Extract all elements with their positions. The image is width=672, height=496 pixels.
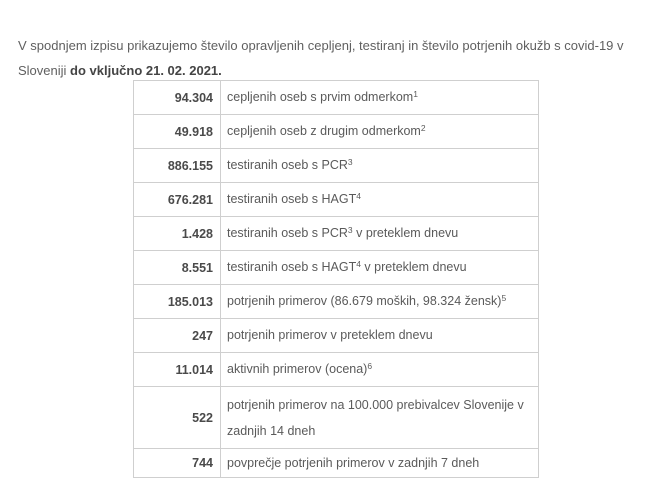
- table-row: [134, 353, 539, 387]
- row-description: testiranih oseb s PCR$^3$ v preteklem dnevu: [221, 217, 539, 251]
- row-value: 185.013: [134, 285, 221, 319]
- row-value: 49.918: [134, 115, 221, 149]
- row-description: testiranih oseb s HAGT$^4$: [221, 183, 539, 217]
- row-value: 744: [134, 449, 221, 478]
- table-row: [134, 183, 539, 217]
- row-description: potrjenih primerov (86.679 moških, 98.324 žensk)$^5$: [221, 285, 539, 319]
- row-description: potrjenih primerov v preteklem dnevu: [221, 319, 539, 353]
- row-value: 886.155: [134, 149, 221, 183]
- intro-text: V spodnjem izpisu prikazujemo število opravljenih cepljenj, testiranj in število potrjenih okužb s covid-19 v Sloveniji: [18, 38, 624, 78]
- table-row: [134, 319, 539, 353]
- row-value: 522: [134, 387, 221, 449]
- row-description: cepljenih oseb z drugim odmerkom$^2$: [221, 115, 539, 149]
- statistics-table: [133, 80, 539, 478]
- table-row: [134, 387, 539, 449]
- table-row: [134, 115, 539, 149]
- table-row: [134, 149, 539, 183]
- row-value: 247: [134, 319, 221, 353]
- table-row: [134, 81, 539, 115]
- row-value: 11.014: [134, 353, 221, 387]
- row-value: 8.551: [134, 251, 221, 285]
- row-value: 1.428: [134, 217, 221, 251]
- row-value: 676.281: [134, 183, 221, 217]
- table-row: [134, 217, 539, 251]
- row-description: cepljenih oseb s prvim odmerkom$^1$: [221, 81, 539, 115]
- row-description: testiranih oseb s PCR$^3$: [221, 149, 539, 183]
- table-row: [134, 285, 539, 319]
- table-row: [134, 251, 539, 285]
- row-description: testiranih oseb s HAGT$^4$ v preteklem dnevu: [221, 251, 539, 285]
- row-description: povprečje potrjenih primerov v zadnjih 7 dneh: [221, 449, 539, 478]
- intro-paragraph: [18, 33, 658, 83]
- table-row: [134, 449, 539, 478]
- row-value: 94.304: [134, 81, 221, 115]
- intro-date: do vključno 21. 02. 2021.: [70, 63, 222, 78]
- row-description: aktivnih primerov (ocena)$^6$: [221, 353, 539, 387]
- row-description: potrjenih primerov na 100.000 prebivalcev Slovenije v zadnjih 14 dneh: [221, 387, 539, 449]
